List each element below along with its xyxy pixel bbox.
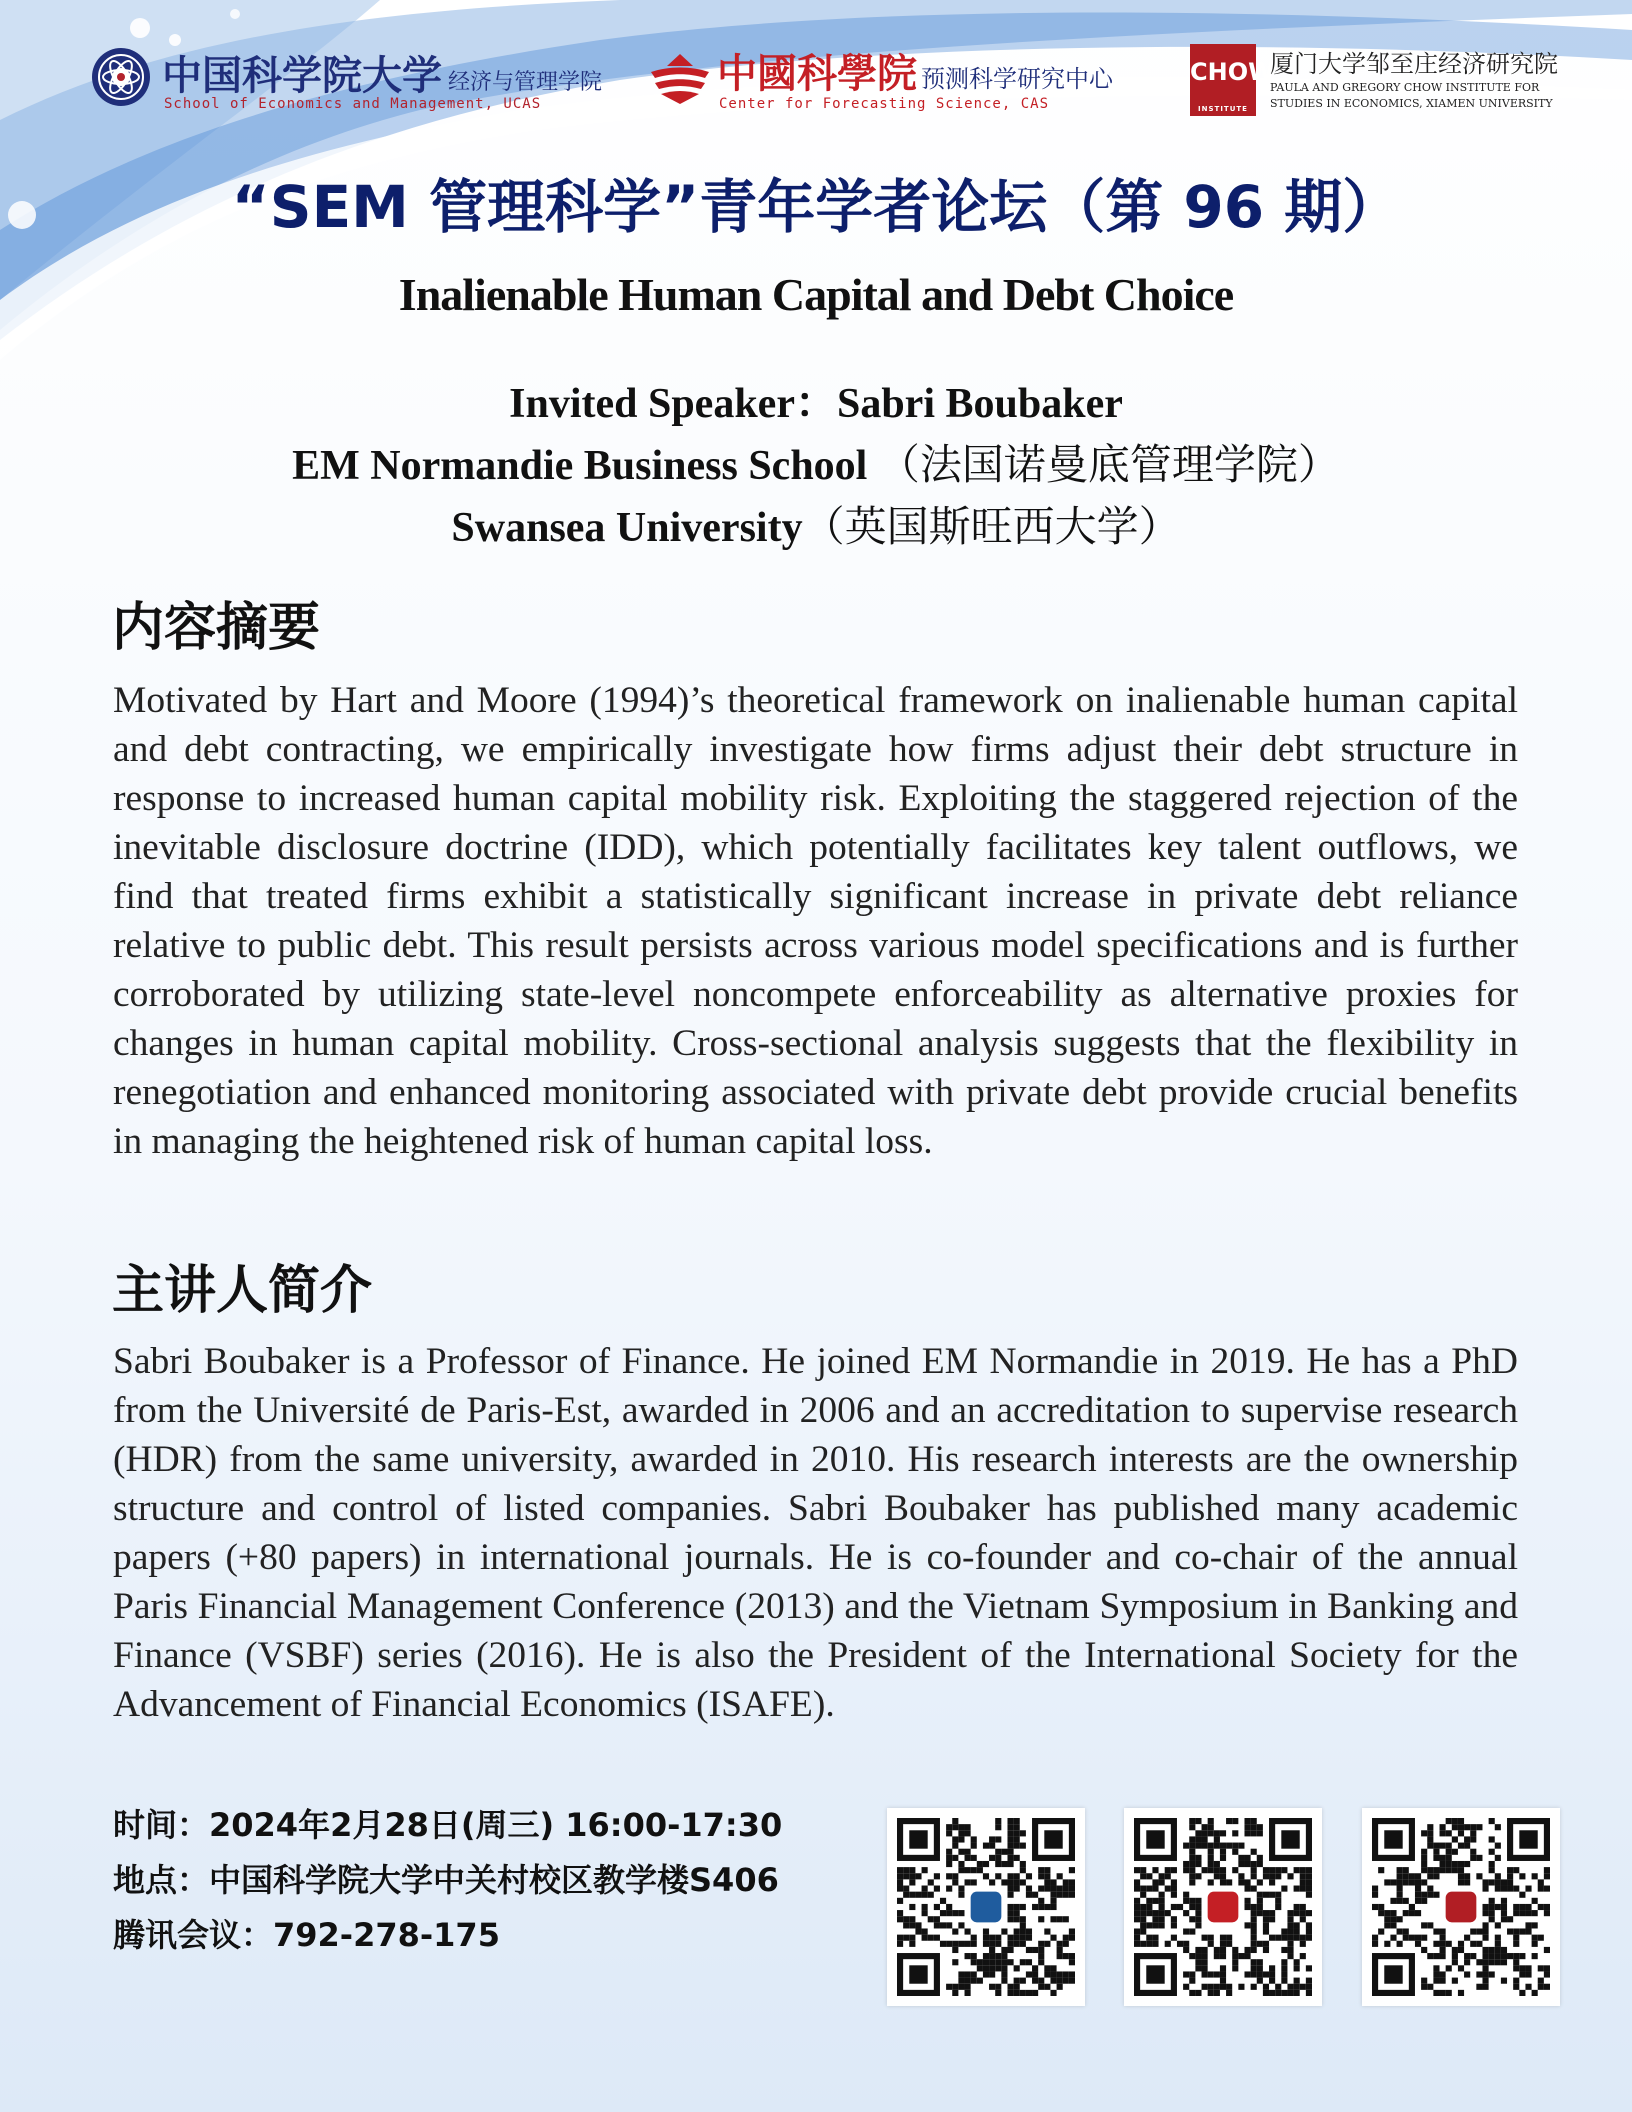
chow-badge-sub: INSTITUTE xyxy=(1198,105,1248,113)
qr-code-chow[interactable] xyxy=(1362,1808,1560,2006)
chow-badge-icon xyxy=(1190,44,1275,116)
bio-text: Sabri Boubaker is a Professor of Finance. He joined EM Normandie in 2019. He has a PhD from the Université de Paris-Est, awarded in 2006 and an accreditation to supervise research (HDR) from the same university, awarded in 2010. His research interests are the ownership structure and control of listed companies. Sabri Boubaker has published many academic papers (+80 papers) in international journals. He is co-founder and co-chair of the annual Paris Financial Management Conference (2013) and the Vietnam Symposium in Banking and Finance (VSBF) series (2016). He is also the President of the International Society for the Advancement of Financial Economics (ISAFE). xyxy=(113,1341,1518,1725)
speaker-line xyxy=(0,370,1632,430)
talk-title: Inalienable Human Capital and Debt Choice xyxy=(398,269,1234,320)
speaker-label: Invited Speaker： xyxy=(509,381,837,427)
qr-code-icon xyxy=(1134,1818,1312,1996)
cfs-english: Center for Forecasting Science, CAS xyxy=(719,96,1050,112)
cfs-dept: 预测科学研究中心 xyxy=(921,65,1113,93)
ucas-name: 中国科学院大学 xyxy=(162,52,442,99)
abstract-text: Motivated by Hart and Moore (1994)’s theoretical framework on inalienable human capital and debt contracting, we empirically investigate how firms adjust their debt structure in response to increased human capital mobility risk. Exploiting the staggered rejection of the inevitable disclosure doctrine (IDD), which potentially facilitates key talent outflows, we find that treated firms exhibit a statistically significant increase in private debt reliance relative to public debt. This result persists across various model specifications and is further corroborated by utilizing state-level noncompete enforceability as alternative proxies for changes in human capital mobility. Cross-sectional analysis suggests that the flexibility in renegotiation and enhanced monitoring associated with private debt provide crucial benefits in managing the heightened risk of human capital loss. xyxy=(113,680,1518,1162)
qr-code-cfs[interactable] xyxy=(1124,1808,1322,2006)
qr-code-ucas[interactable] xyxy=(887,1808,1085,2006)
speaker-affiliation-1 xyxy=(0,432,1632,492)
chow-logo xyxy=(1190,38,1570,128)
cfs-mark-icon xyxy=(645,50,715,106)
affiliation-2-cn: （英国斯旺西大学） xyxy=(802,505,1181,551)
chow-english: PAULA AND GREGORY CHOW INSTITUTE FOR STUDIES IN ECONOMICS, XIAMEN UNIVERSITY xyxy=(1270,81,1553,110)
abstract-heading: 内容摘要 xyxy=(112,598,321,658)
event-place: 地点：中国科学院大学中关村校区教学楼S406 xyxy=(113,1861,779,1899)
speaker-affiliation-2 xyxy=(0,494,1632,554)
chow-badge-text: CHOW xyxy=(1190,58,1275,86)
page-title: “SEM 管理科学”青年学者论坛（第 96 期） xyxy=(231,173,1401,241)
speaker-name: Sabri Boubaker xyxy=(836,381,1123,427)
bio-heading: 主讲人简介 xyxy=(112,1261,373,1321)
qr-code-icon xyxy=(897,1818,1075,1996)
cfs-logo xyxy=(645,38,1245,128)
ucas-dept: 经济与管理学院 xyxy=(448,70,603,95)
qr-code-icon xyxy=(1372,1818,1550,1996)
affiliation-2-en: Swansea University xyxy=(451,505,803,551)
affiliation-1-en: EM Normandie Business School xyxy=(292,443,868,489)
ucas-english: School of Economics and Management, UCAS xyxy=(164,96,542,112)
ucas-seal-icon xyxy=(90,46,152,108)
affiliation-1-cn: （法国诺曼底管理学院） xyxy=(877,443,1340,489)
chow-name: 厦门大学邹至庄经济研究院 xyxy=(1270,50,1558,78)
event-meeting-id: 腾讯会议：792-278-175 xyxy=(113,1916,500,1954)
header-logos xyxy=(90,38,1560,128)
cfs-name: 中國科學院 xyxy=(717,50,917,97)
ucas-logo xyxy=(90,38,610,128)
event-time: 时间：2024年2月28日(周三) 16:00-17:30 xyxy=(113,1806,783,1844)
